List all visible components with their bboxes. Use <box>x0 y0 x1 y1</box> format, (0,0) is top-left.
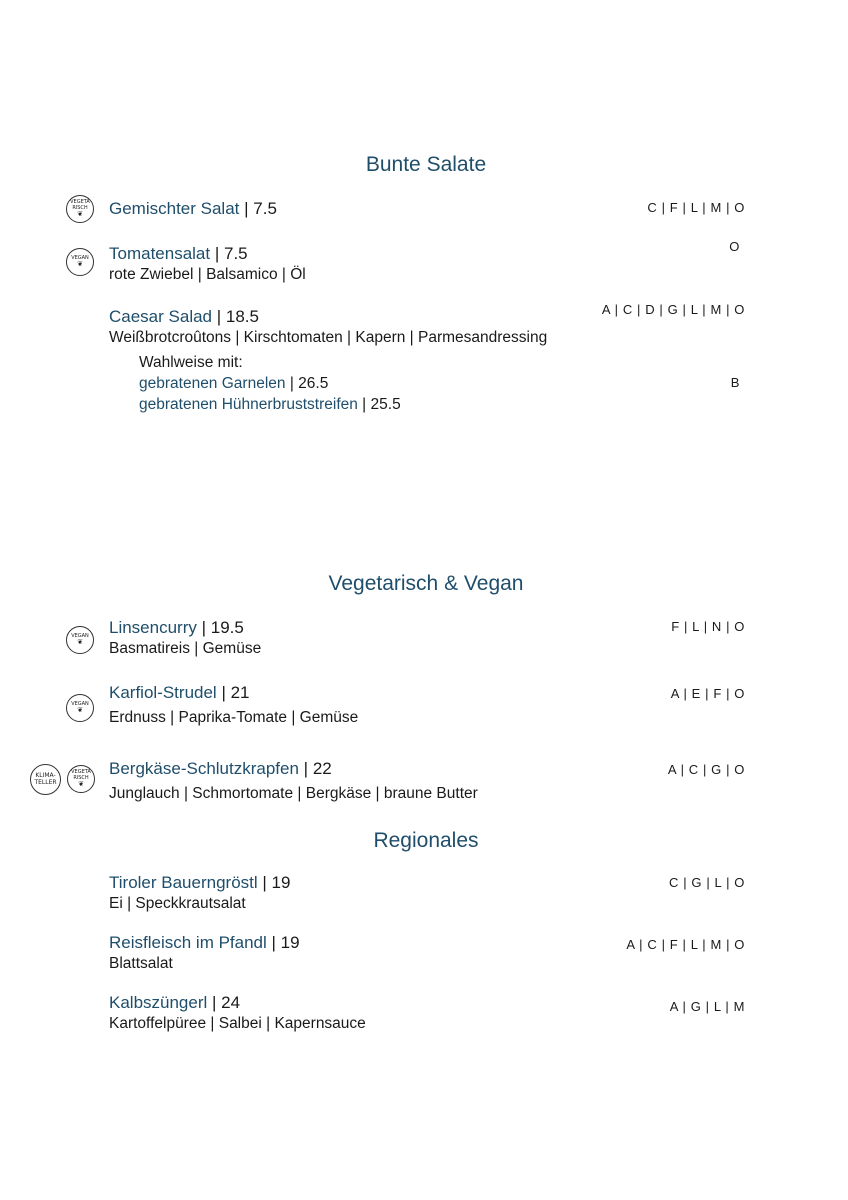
item-price: 21 <box>230 683 250 702</box>
item-name: Reisfleisch im Pfandl <box>109 933 267 952</box>
badge-text: KLIMA- <box>35 772 56 779</box>
item-description: Ei | Speckkrautsalat <box>109 895 246 912</box>
option-name: gebratenen Hühnerbruststreifen <box>139 396 358 413</box>
menu-item-reisfleisch <box>109 933 300 953</box>
leaf-icon: ❦ <box>77 260 83 269</box>
leaf-icon: ❦ <box>77 210 83 218</box>
klima-teller-badge-icon <box>30 764 61 795</box>
item-name: Caesar Salad <box>109 307 213 326</box>
separator: | <box>207 993 222 1012</box>
item-description: Weißbrotcroûtons | Kirschtomaten | Kapern | Parmesandressing <box>109 329 548 346</box>
item-name: Karfiol-Strudel <box>109 683 217 702</box>
item-allergens: F | L | N | O <box>671 619 745 634</box>
badge-text: TELLER <box>34 778 57 786</box>
separator: | <box>257 873 272 892</box>
section-title-salate: Bunte Salate <box>365 153 487 176</box>
item-name: Tiroler Bauerngröstl <box>109 873 258 892</box>
section-title-vegetarisch: Vegetarisch & Vegan <box>328 572 524 595</box>
separator: | <box>285 375 299 392</box>
item-price: 7.5 <box>253 199 277 218</box>
item-name: Linsencurry <box>109 618 197 637</box>
separator: | <box>196 618 211 637</box>
badge-text: VEGETA <box>71 769 91 775</box>
menu-item-tomatensalat <box>109 244 248 264</box>
item-price: 22 <box>312 759 332 778</box>
item-allergens: O <box>729 239 740 254</box>
menu-item-kalbszuengerl <box>109 993 240 1013</box>
item-allergens: A | E | F | O <box>670 686 745 701</box>
option-garnelen <box>139 375 328 393</box>
item-allergens: A | C | F | L | M | O <box>626 937 745 952</box>
menu-item-gemischter-salat <box>109 199 277 219</box>
separator: | <box>298 759 313 778</box>
item-allergens: A | C | G | O <box>667 762 745 777</box>
item-allergens: A | G | L | M <box>669 999 745 1014</box>
options-intro: Wahlweise mit: <box>139 354 243 371</box>
item-price: 24 <box>221 993 241 1012</box>
leaf-icon: ❦ <box>77 638 83 647</box>
separator: | <box>210 244 224 263</box>
item-name: Bergkäse-Schlutzkrapfen <box>109 759 299 778</box>
badge-text: VEGAN <box>71 254 89 261</box>
option-price: 25.5 <box>370 396 401 413</box>
separator: | <box>216 683 231 702</box>
vegan-badge-icon <box>66 626 94 654</box>
item-name: Tomatensalat <box>109 244 211 263</box>
menu-item-tiroler-bauerngroestl <box>109 873 290 893</box>
separator: | <box>239 199 254 218</box>
item-description: Basmatireis | Gemüse <box>109 640 262 657</box>
item-description: Junglauch | Schmortomate | Bergkäse | braune Butter <box>109 785 478 802</box>
item-price: 19.5 <box>210 618 244 637</box>
separator: | <box>212 307 226 326</box>
item-name: Gemischter Salat <box>109 199 240 218</box>
leaf-icon: ❦ <box>77 706 83 715</box>
badge-text: VEGAN <box>71 700 89 707</box>
separator: | <box>266 933 281 952</box>
badge-text: RISCH <box>73 774 89 781</box>
vegan-badge-icon <box>66 694 94 722</box>
leaf-icon: ❦ <box>78 780 84 788</box>
badge-text: VEGETA <box>70 199 90 205</box>
menu-item-caesar-salad <box>109 307 259 327</box>
section-title-regionales: Regionales <box>373 829 479 852</box>
item-description: Kartoffelpüree | Salbei | Kapernsauce <box>109 1015 366 1032</box>
item-name: Kalbszüngerl <box>109 993 208 1012</box>
vegetarian-badge-icon <box>67 765 95 793</box>
option-price: 26.5 <box>298 375 329 392</box>
item-allergens: C | F | L | M | O <box>647 200 745 215</box>
vegetarian-badge-icon <box>66 195 94 223</box>
badge-text: VEGAN <box>71 632 89 639</box>
vegan-badge-icon <box>66 248 94 276</box>
option-name: gebratenen Garnelen <box>139 375 286 392</box>
item-allergens: C | G | L | O <box>669 875 745 890</box>
item-price: 7.5 <box>224 244 248 263</box>
option-allergens: B <box>730 375 740 390</box>
item-description: Blattsalat <box>109 955 173 972</box>
item-price: 19 <box>271 873 291 892</box>
item-price: 19 <box>280 933 300 952</box>
menu-item-linsencurry <box>109 618 244 638</box>
item-description: rote Zwiebel | Balsamico | Öl <box>109 266 306 283</box>
option-huehnerbruststreifen <box>139 396 401 414</box>
item-description: Erdnuss | Paprika-Tomate | Gemüse <box>109 709 359 726</box>
item-price: 18.5 <box>225 307 259 326</box>
menu-item-bergkaese-schlutzkrapfen <box>109 759 332 779</box>
item-allergens: A | C | D | G | L | M | O <box>601 302 745 317</box>
menu-item-karfiol-strudel <box>109 683 250 703</box>
separator: | <box>357 396 371 413</box>
badge-text: RISCH <box>72 204 88 211</box>
